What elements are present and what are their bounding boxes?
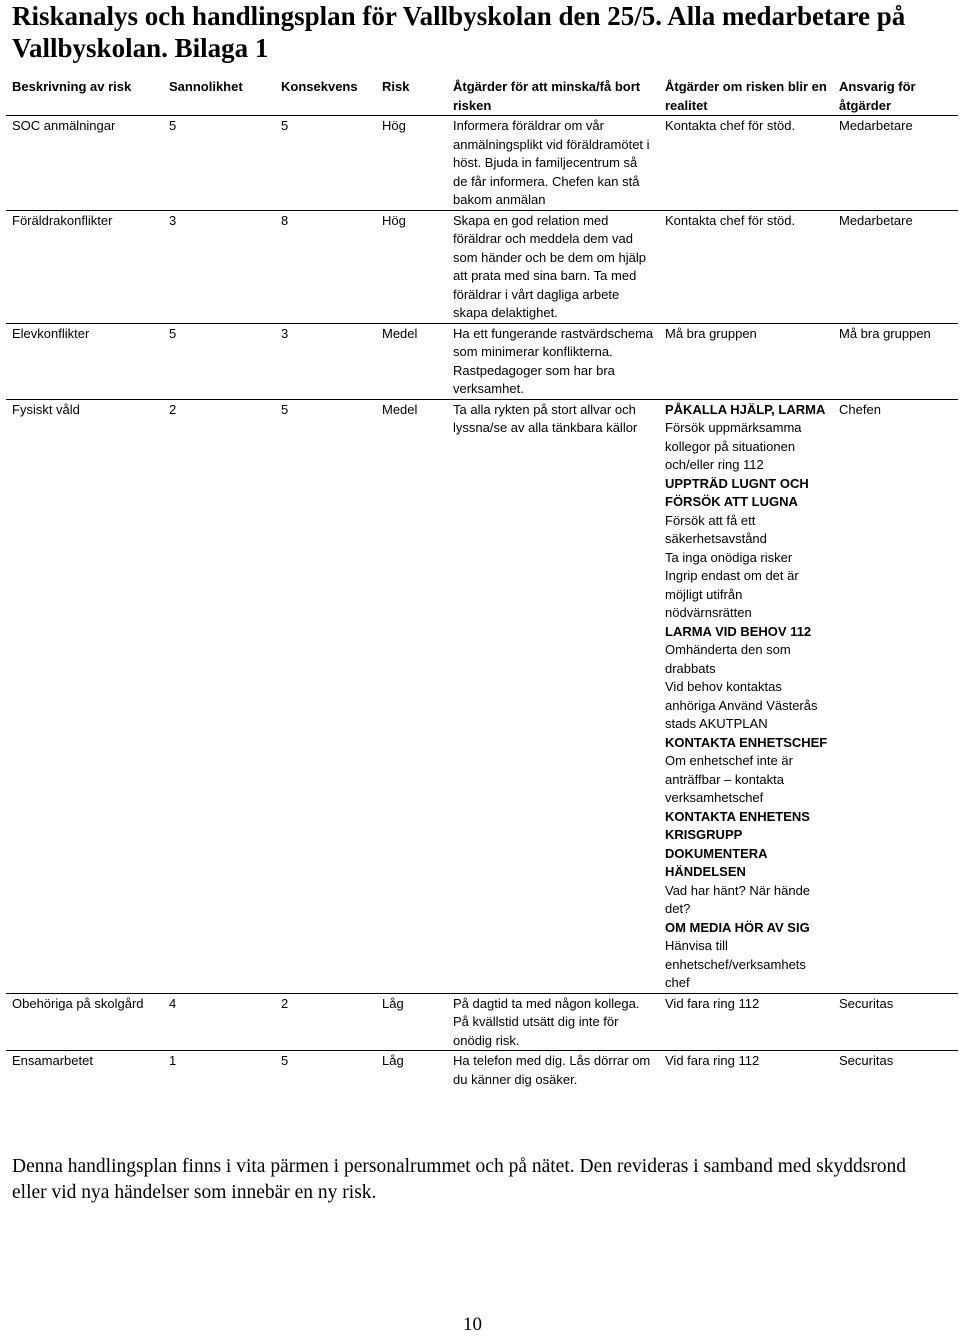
header-probability: Sannolikhet bbox=[169, 79, 243, 94]
cell-risk: Hög bbox=[382, 212, 406, 228]
cell-risk: Medel bbox=[382, 401, 418, 417]
action-line: Vid fara ring 112 bbox=[665, 1053, 760, 1068]
cell-actions bbox=[659, 323, 833, 399]
header-consequence: Konsekvens bbox=[281, 79, 358, 94]
action-line: Omhänderta den som drabbats bbox=[665, 642, 791, 676]
action-line: Ingrip endast om det är möjligt utifrån nödvärnsrätten bbox=[665, 568, 799, 620]
table-row bbox=[6, 993, 958, 1051]
cell-description: Obehöriga på skolgård bbox=[12, 995, 144, 1011]
cell-responsible: Securitas bbox=[839, 995, 894, 1011]
action-line: Vad har hänt? När hände det? bbox=[665, 882, 811, 916]
cell-description: Elevkonflikter bbox=[12, 325, 90, 341]
action-line: PÅKALLA HJÄLP, LARMA bbox=[665, 401, 826, 417]
action-line: Hänvisa till enhetschef/verksamhets chef bbox=[665, 938, 806, 990]
action-line: UPPTRÄD LUGNT OCH FÖRSÖK ATT LUGNA bbox=[665, 475, 809, 509]
action-line: Försök att få ett säkerhetsavstånd bbox=[665, 512, 767, 546]
header-description: Beskrivning av risk bbox=[12, 79, 132, 94]
cell-consequence: 5 bbox=[281, 118, 289, 133]
action-line: LARMA VID BEHOV 112 bbox=[665, 623, 812, 639]
cell-probability: 1 bbox=[169, 1053, 177, 1068]
table-row bbox=[6, 116, 958, 211]
header-responsible: Ansvarig för åtgärder bbox=[839, 79, 916, 113]
cell-consequence: 5 bbox=[281, 401, 289, 417]
table-row bbox=[6, 399, 958, 993]
action-line: KONTAKTA ENHETSCHEF bbox=[665, 734, 828, 750]
cell-probability: 3 bbox=[169, 212, 177, 228]
cell-actions bbox=[659, 993, 833, 1051]
cell-probability: 4 bbox=[169, 995, 177, 1011]
cell-responsible: Må bra gruppen bbox=[839, 325, 931, 341]
cell-responsible: Chefen bbox=[839, 401, 881, 417]
header-risk: Risk bbox=[382, 79, 410, 94]
cell-consequence: 8 bbox=[281, 212, 289, 228]
cell-responsible: Securitas bbox=[839, 1053, 894, 1068]
cell-measures: Skapa en god relation med föräldrar och meddela dem vad som händer och be dem om hjälp att prata med sina barn. Ta med föräldrar i vårt dagliga arbete skapa delaktighet. bbox=[453, 212, 646, 320]
action-line: Kontakta chef för stöd. bbox=[665, 118, 796, 133]
header-actions: Åtgärder om risken blir en realitet bbox=[665, 79, 827, 113]
cell-description: Ensamarbetet bbox=[12, 1053, 93, 1068]
action-line: Vid behov kontaktas anhöriga Använd Västerås stads AKUTPLAN bbox=[665, 679, 818, 731]
page-number: 10 bbox=[463, 1314, 482, 1335]
table-row bbox=[6, 323, 958, 399]
cell-risk: Medel bbox=[382, 325, 418, 341]
cell-consequence: 5 bbox=[281, 1053, 289, 1068]
table-row bbox=[6, 1051, 958, 1090]
action-line: Om enhetschef inte är anträffbar – kontakta verksamhetschef bbox=[665, 753, 793, 805]
table-header-row bbox=[6, 77, 958, 116]
cell-measures: Ta alla rykten på stort allvar och lyssna/se av alla tänkbara källor bbox=[453, 401, 638, 435]
cell-risk: Låg bbox=[382, 1053, 404, 1068]
cell-measures: På dagtid ta med någon kollega. På kvällstid utsätt dig inte för onödig risk. bbox=[453, 995, 640, 1048]
action-line: Försök uppmärksamma kollegor på situationen och/eller ring 112 bbox=[665, 420, 802, 472]
cell-description: SOC anmälningar bbox=[12, 118, 116, 133]
cell-probability: 2 bbox=[169, 401, 177, 417]
header-measures: Åtgärder för att minska/få bort risken bbox=[453, 79, 641, 113]
cell-description: Fysiskt våld bbox=[12, 401, 80, 417]
cell-measures: Ha ett fungerande rastvärdschema som minimerar konflikterna. Rastpedagoger som har bra verksamhet. bbox=[453, 325, 654, 396]
action-line: DOKUMENTERA HÄNDELSEN bbox=[665, 845, 768, 879]
cell-consequence: 3 bbox=[281, 325, 289, 341]
table-row bbox=[6, 210, 958, 323]
action-line: KONTAKTA ENHETENS KRISGRUPP bbox=[665, 808, 810, 842]
cell-actions bbox=[659, 116, 833, 211]
cell-actions bbox=[659, 1051, 833, 1090]
cell-description: Föräldrakonflikter bbox=[12, 212, 113, 228]
footer-note: Denna handlingsplan finns i vita pärmen i personalrummet och på nätet. Den revideras i samband med skyddsrond eller vid nya händelser som innebär en ny risk. bbox=[12, 1156, 907, 1203]
cell-responsible: Medarbetare bbox=[839, 118, 913, 133]
cell-probability: 5 bbox=[169, 118, 177, 133]
action-line: OM MEDIA HÖR AV SIG bbox=[665, 919, 810, 935]
cell-risk: Låg bbox=[382, 995, 404, 1011]
cell-measures: Informera föräldrar om vår anmälningsplikt vid föräldramötet i höst. Bjuda in familjecentrum så de får informera. Chefen kan stå bakom anmälan bbox=[453, 118, 650, 207]
cell-risk: Hög bbox=[382, 118, 406, 133]
page-title: Riskanalys och handlingsplan för Vallbyskolan den 25/5. Alla medarbetare på Vallbyskolan. Bilaga 1 bbox=[12, 1, 906, 63]
risk-table bbox=[6, 77, 958, 1089]
action-line: Vid fara ring 112 bbox=[665, 995, 760, 1011]
action-line: Kontakta chef för stöd. bbox=[665, 212, 796, 228]
action-line: Ta inga onödiga risker bbox=[665, 549, 793, 565]
action-line: Må bra gruppen bbox=[665, 325, 757, 341]
cell-measures: Ha telefon med dig. Lås dörrar om du känner dig osäker. bbox=[453, 1053, 651, 1087]
cell-responsible: Medarbetare bbox=[839, 212, 913, 228]
cell-probability: 5 bbox=[169, 325, 177, 341]
cell-actions bbox=[659, 399, 833, 993]
cell-actions bbox=[659, 210, 833, 323]
cell-consequence: 2 bbox=[281, 995, 289, 1011]
